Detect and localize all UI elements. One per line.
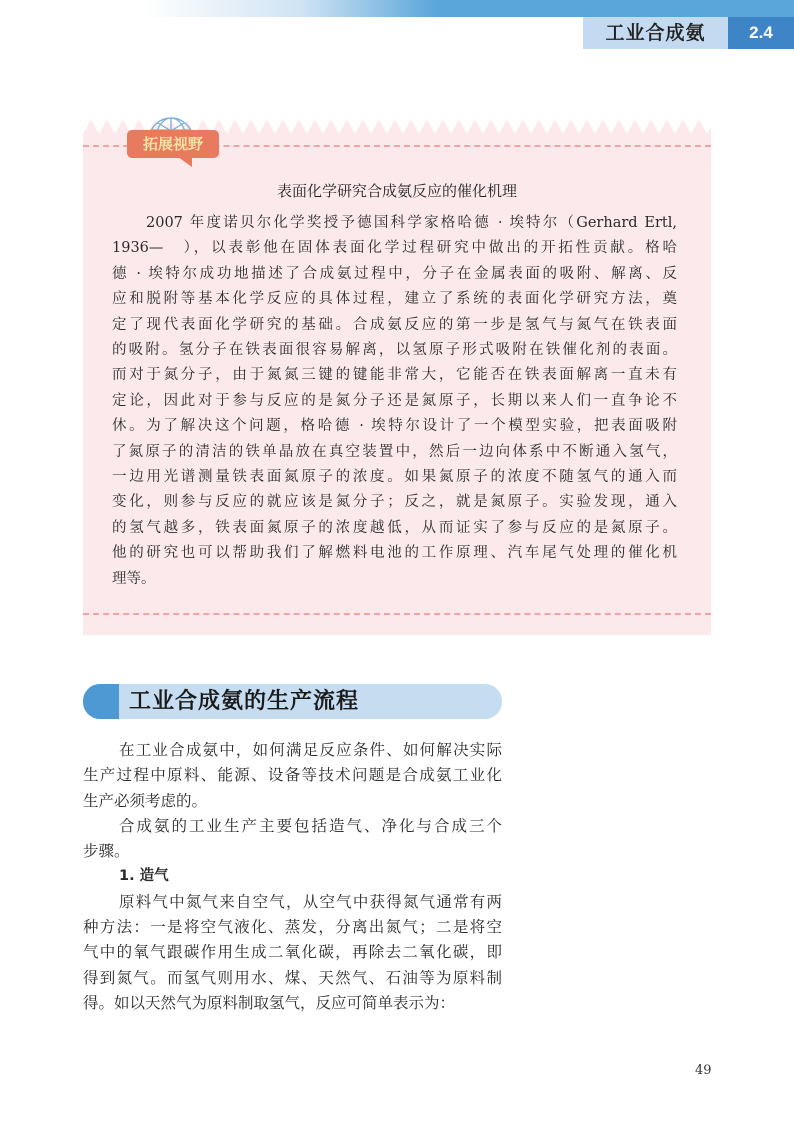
header-gradient-bar — [0, 0, 794, 17]
text-line: 一边用光谱测量铁表面氮原子的浓度。如果氮原子的浓度不随氢气的通入而 — [112, 469, 677, 486]
text-line: 德 · 埃特尔成功地描述了合成氨过程中，分子在金属表面的吸附、解离、反 — [112, 265, 677, 282]
chapter-title: 工业合成氨 — [583, 17, 728, 49]
text-line: 种方法：一是将空气液化、蒸发，分离出氮气；二是将空 — [83, 918, 502, 937]
text-line: 步骤。 — [83, 842, 130, 861]
paragraph-1 — [83, 738, 502, 814]
box-body — [112, 211, 677, 592]
text-line: 原料气中氮气来自空气，从空气中获得氮气通常有两 — [119, 892, 502, 911]
text-line: 定论，因此对于参与反应的是氮分子还是氮原子，长期以来人们一直争论不 — [112, 392, 677, 409]
text-line: 的吸附。氢分子在铁表面很容易解离，以氢原子形式吸附在铁催化剂的表面。 — [112, 342, 677, 359]
section-heading-bar — [83, 684, 502, 719]
text-line: 理等。 — [112, 570, 156, 587]
dashed-divider-bottom — [83, 613, 711, 615]
text-line: 他的研究也可以帮助我们了解燃料电池的工作原理、汽车尾气处理的催化机 — [112, 545, 677, 562]
section-heading: 工业合成氨的生产流程 — [129, 689, 360, 714]
paragraph-2 — [83, 814, 502, 865]
text-line: 2007 年度诺贝尔化学奖授予德国科学家格哈德 · 埃特尔（Gerhard Ertl, — [146, 215, 677, 231]
section-number: 2.4 — [728, 17, 794, 49]
subheading: 1. 造气 — [119, 868, 169, 885]
text-line: 在工业合成氨中，如何满足反应条件、如何解决实际 — [119, 741, 502, 759]
main-text — [83, 738, 502, 1016]
text-line: 了氮原子的清洁的铁单晶放在真空装置中，然后一边向体系中不断通入氢气， — [112, 443, 677, 460]
text-line: 的氢气越多，铁表面氮原子的浓度越低，从而证实了参与反应的是氮原子。 — [112, 519, 677, 536]
text-line: 定了现代表面化学研究的基础。合成氨反应的第一步是氢气与氮气在铁表面 — [112, 316, 677, 333]
text-line: 应和脱附等基本化学反应的具体过程，建立了系统的表面化学研究方法，奠 — [112, 291, 677, 308]
text-line: 而对于氮分子，由于氮氮三键的键能非常大，它能否在铁表面解离一直未有 — [112, 367, 677, 384]
text-line: 合成氨的工业生产主要包括造气、净化与合成三个 — [119, 816, 502, 835]
section-heading-accent — [83, 684, 119, 719]
page-number: 49 — [695, 1063, 712, 1078]
badge-tail — [178, 157, 192, 167]
text-line: 得到氮气。而氢气则用水、煤、天然气、石油等为原料制 — [83, 968, 502, 987]
text-line: 气中的氧气跟碳作用生成二氧化碳，再除去二氧化碳，即 — [83, 943, 502, 962]
text-line: 生产过程中原料、能源、设备等技术问题是合成氨工业化 — [83, 766, 502, 785]
text-line: 生产必须考虑的。 — [83, 791, 208, 810]
text-line: 得。如以天然气为原料制取氢气，反应可简单表示为： — [83, 993, 456, 1012]
extended-reading-badge: 拓展视野 — [127, 130, 219, 158]
text-line: 1936— ），以表彰他在固体表面化学过程研究中做出的开拓性贡献。格哈 — [112, 240, 677, 257]
text-line: 休。为了解决这个问题，格哈德 · 埃特尔设计了一个模型实验，把表面吸附 — [112, 418, 677, 435]
box-title: 表面化学研究合成氨反应的催化机理 — [276, 182, 517, 200]
text-line: 变化，则参与反应的就应该是氮分子；反之，就是氮原子。实验发现，通入 — [112, 494, 677, 511]
paragraph-3 — [83, 890, 502, 1016]
